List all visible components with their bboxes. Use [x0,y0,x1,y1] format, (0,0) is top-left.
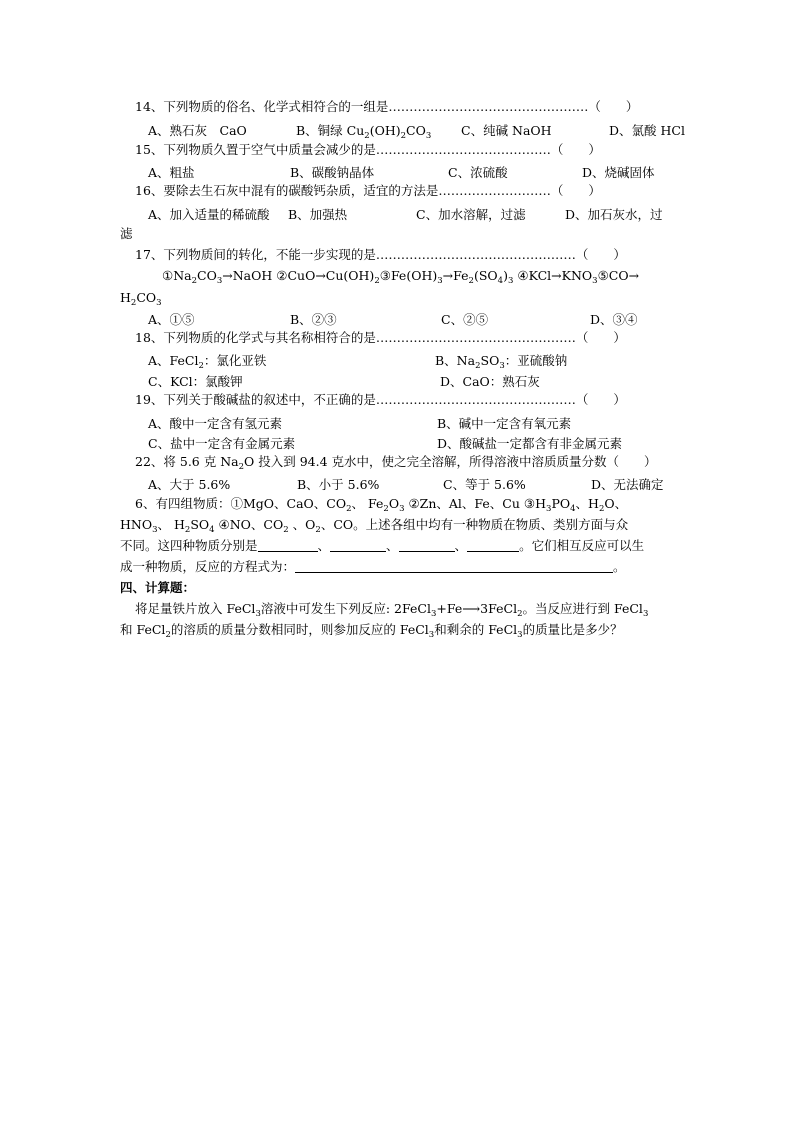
q18-option-b: B、$Na_2SO_3$：亚硫酸钠 [435,353,568,371]
q17-stem: 17、下列物质间的转化，不能一步实现的是…………………………………………（ ） [135,247,626,262]
q16-stem: 16、要除去生石灰中混有的碳酸钙杂质，适宜的方法是………………………（ ） [135,183,601,198]
q14-option-d: D、氯酸 HCl [609,123,685,138]
q14-option-c: C、纯碱 NaOH [461,123,552,138]
q15-option-a: A、粗盐 [148,165,195,180]
q16-option-b: B、加强热 [288,207,348,222]
q15-option-d: D、烧碱固体 [582,165,655,180]
q6-line4: 成一种物质，反应的方程式为： 。 [120,559,626,574]
q17-reactions-line1: $①Na_2CO_3\to NaOH$ $②CuO\to Cu(OH)_2③Fe(OH)_3\to Fe_2(SO_4)_3$ $④KCl\to KNO_3⑤CO\to$ [162,268,640,286]
q17-option-c: C、②⑤ [441,312,489,327]
q22-stem: 22、将 5.6 克 $Na_2O$ 投入到 94.4 克水中，使之完全溶解，所得溶液中溶质质量分数（ ） [135,454,657,472]
q16-option-d: D、加石灰水，过 [565,207,663,222]
q16-option-c: C、加水溶解，过滤 [416,207,526,222]
q16-wrap: 滤 [120,226,133,241]
q19-option-b: B、碱中一定含有氧元素 [437,416,572,431]
q15-stem: 15、下列物质久置于空气中质量会减少的是……………………………………（ ） [135,142,601,157]
q22-option-b: B、小于 5.6% [297,477,380,492]
q19-option-d: D、酸碱盐一定都含有非金属元素 [437,436,623,451]
q19-option-a: A、酸中一定含有氢元素 [148,416,283,431]
calc-line1: 将足量铁片放入 FeCl$_3$溶液中可发生下列反应: 2FeCl$_3$+Fe⟶3FeCl$_2$。当反应进行到 FeCl$_3$ [135,601,649,619]
q15-option-c: C、浓硫酸 [448,165,508,180]
q22-option-d: D、无法确定 [591,477,664,492]
q15-option-b: B、碳酸钠晶体 [290,165,375,180]
q17-option-a: A、①⑤ [148,312,195,327]
q22-option-a: A、大于 5.6% [148,477,231,492]
q6-line1: 6、有四组物质：①MgO、CaO、$CO_2$、 $Fe_2O_3$ ②Zn、Al、Fe、Cu $③H_3PO_4$、$H_2O$、 [135,496,628,514]
q14-stem: 14、下列物质的俗名、化学式相符合的一组是…………………………………………（ ） [135,99,639,114]
q6-equation-blank[interactable] [295,560,613,573]
q16-option-a: A、加入适量的稀硫酸 [148,207,270,222]
section-4-title: 四、计算题： [120,580,196,595]
q6-blank-2[interactable] [330,539,386,552]
q19-option-c: C、盐中一定含有金属元素 [148,436,296,451]
q17-option-b: B、②③ [290,312,337,327]
calc-line2: 和 FeCl$_2$的溶质的质量分数相同时，则参加反应的 FeCl$_3$和剩余的 FeCl$_3$的质量比是多少？ [120,622,623,640]
q6-line2: $HNO_3$、 $H_2SO_4$ ④NO、$CO_2$ 、$O_2$、CO。上述各组中均有一种物质在物质、类别方面与众 [120,517,629,535]
q6-blank-4[interactable] [467,539,519,552]
q14-option-b: B、铜绿 $Cu_2(OH)_2CO_3$ [296,123,432,141]
q17-reactions-line2: $H_2CO_3$ [120,290,162,308]
q18-stem: 18、下列物质的化学式与其名称相符合的是…………………………………………（ ） [135,330,626,345]
q18-option-c: C、KCl：氯酸钾 [148,374,243,389]
q6-line3: 不同。这四种物质分别是 、 、 、 。它们相互反应可以生 [120,538,645,553]
q6-blank-1[interactable] [258,539,318,552]
q18-option-a: A、FeCl$_2$：氯化亚铁 [148,353,267,371]
arrow-icon: ⟶ [462,601,481,616]
q14-option-a: A、熟石灰 CaO [148,123,247,138]
q17-option-d: D、③④ [590,312,638,327]
q6-blank-3[interactable] [399,539,455,552]
q22-option-c: C、等于 5.6% [443,477,526,492]
q18-option-d: D、CaO：熟石灰 [440,374,540,389]
q19-stem: 19、下列关于酸碱盐的叙述中，不正确的是…………………………………………（ ） [135,392,626,407]
